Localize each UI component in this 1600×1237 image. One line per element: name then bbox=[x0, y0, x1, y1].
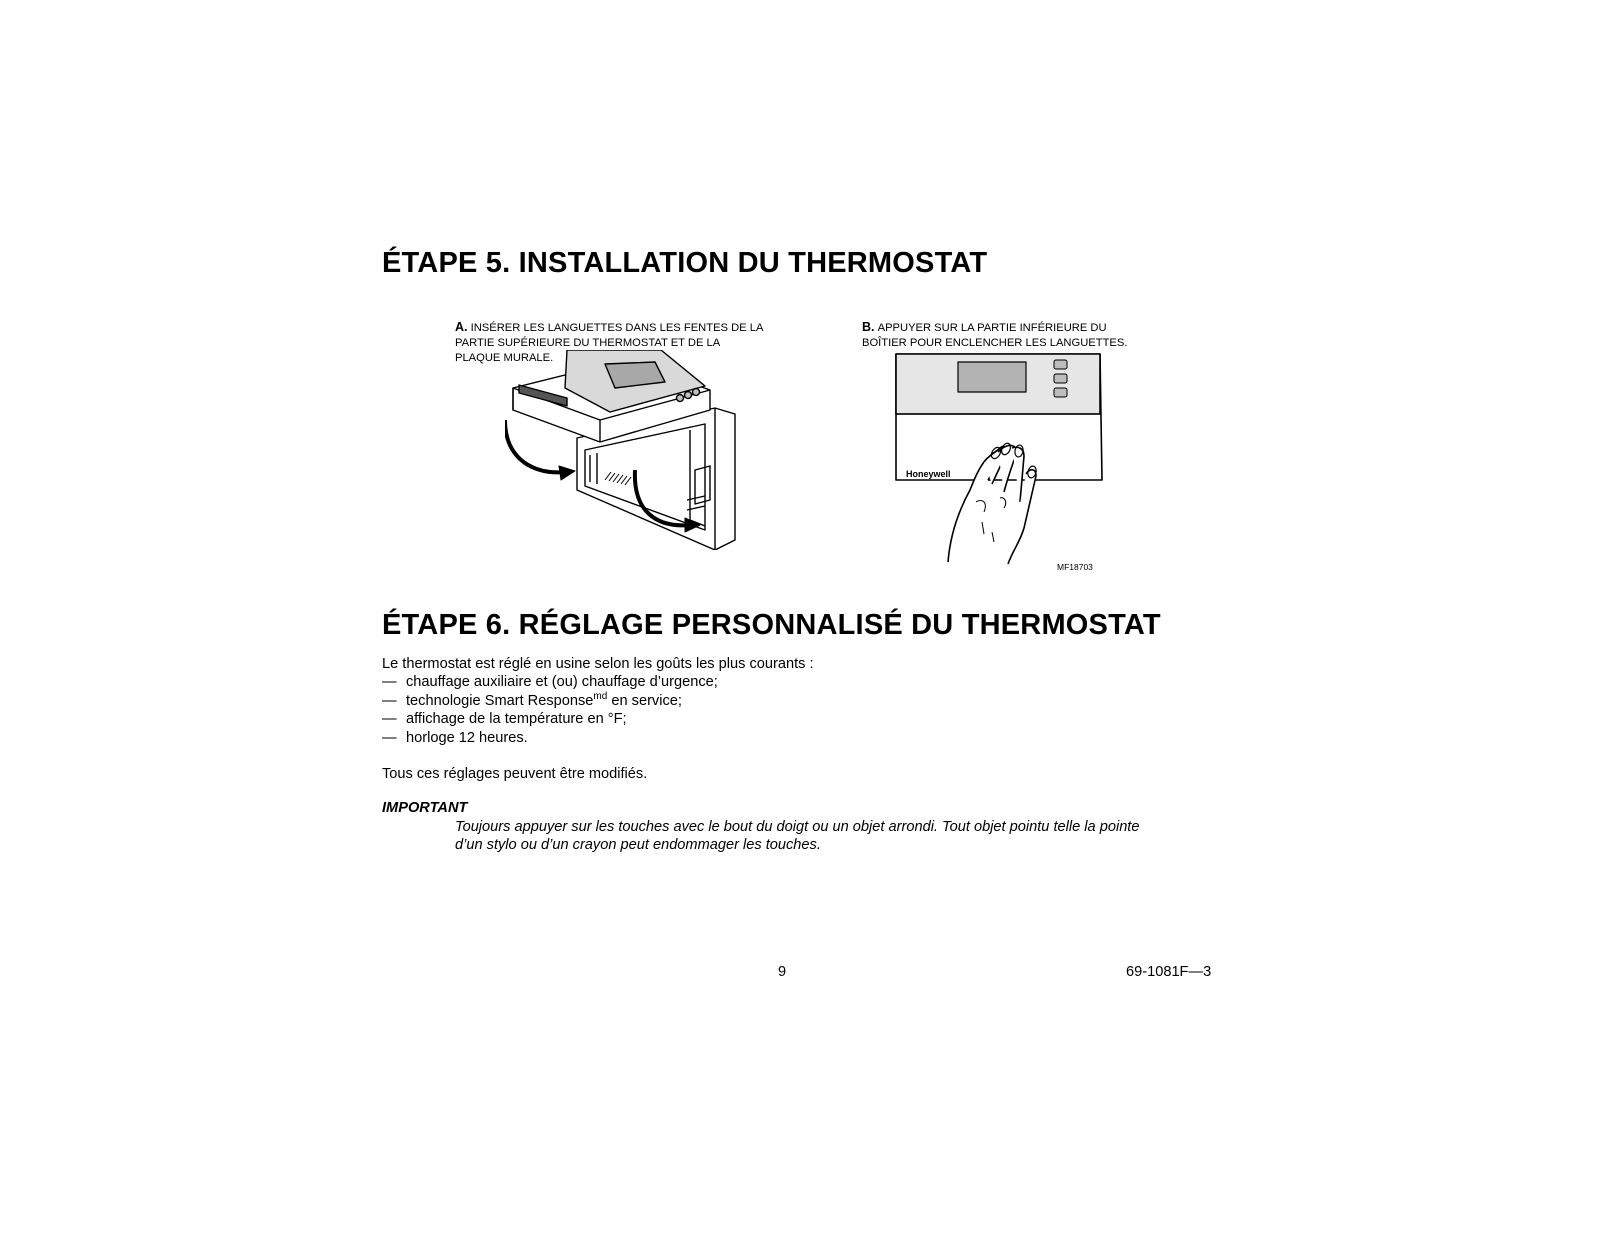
step6-defaults-list bbox=[382, 655, 814, 747]
figure-a-line-2: PARTIE SUPÉRIEURE DU THERMOSTAT ET DE LA bbox=[455, 337, 721, 349]
figure-b-line-2: BOÎTIER POUR ENCLENCHER LES LANGUETTES. bbox=[862, 337, 1128, 349]
figure-a-thermostat-illustration bbox=[505, 350, 765, 550]
figure-code: MF18703 bbox=[1057, 562, 1093, 572]
list-item: — chauffage auxiliaire et (ou) chauffage d’urgence; bbox=[382, 674, 718, 691]
trademark-superscript: md bbox=[593, 690, 608, 702]
step6-intro: Le thermostat est réglé en usine selon les goûts les plus courants : bbox=[382, 656, 814, 672]
list-item: — horloge 12 heures. bbox=[382, 729, 528, 746]
important-line-1: Toujours appuyer sur les touches avec le bout du doigt ou un objet arrondi. Tout objet pointu telle la pointe bbox=[455, 819, 1140, 835]
figure-b-line-1: APPUYER SUR LA PARTIE INFÉRIEURE DU bbox=[877, 322, 1107, 334]
important-line-2: d’un stylo ou d’un crayon peut endommager les touches. bbox=[455, 837, 821, 854]
important-warning bbox=[455, 818, 1139, 855]
step5-title: ÉTAPE 5. INSTALLATION DU THERMOSTAT bbox=[382, 247, 988, 279]
step6-note: Tous ces réglages peuvent être modifiés. bbox=[382, 766, 648, 782]
figure-b-brand-logo: Honeywell bbox=[906, 469, 951, 479]
list-item: — affichage de la température en °F; bbox=[382, 711, 627, 728]
figure-a-letter: A. bbox=[455, 320, 468, 334]
figure-b-letter: B. bbox=[862, 320, 875, 334]
figure-b-caption bbox=[862, 320, 1127, 351]
figure-a-line-1: INSÉRER LES LANGUETTES DANS LES FENTES DE LA bbox=[470, 322, 764, 334]
page-number: 9 bbox=[778, 964, 787, 980]
list-item: — technologie Smart Response$^{md}$ en service; bbox=[382, 690, 682, 709]
figure-b-thermostat-illustration bbox=[892, 352, 1107, 570]
important-heading: IMPORTANT bbox=[382, 800, 468, 816]
step6-title: ÉTAPE 6. RÉGLAGE PERSONNALISÉ DU THERMOSTAT bbox=[382, 609, 1161, 641]
figure-a-line-3: PLAQUE MURALE. bbox=[455, 352, 554, 364]
document-code: 69-1081F—3 bbox=[1126, 964, 1212, 980]
